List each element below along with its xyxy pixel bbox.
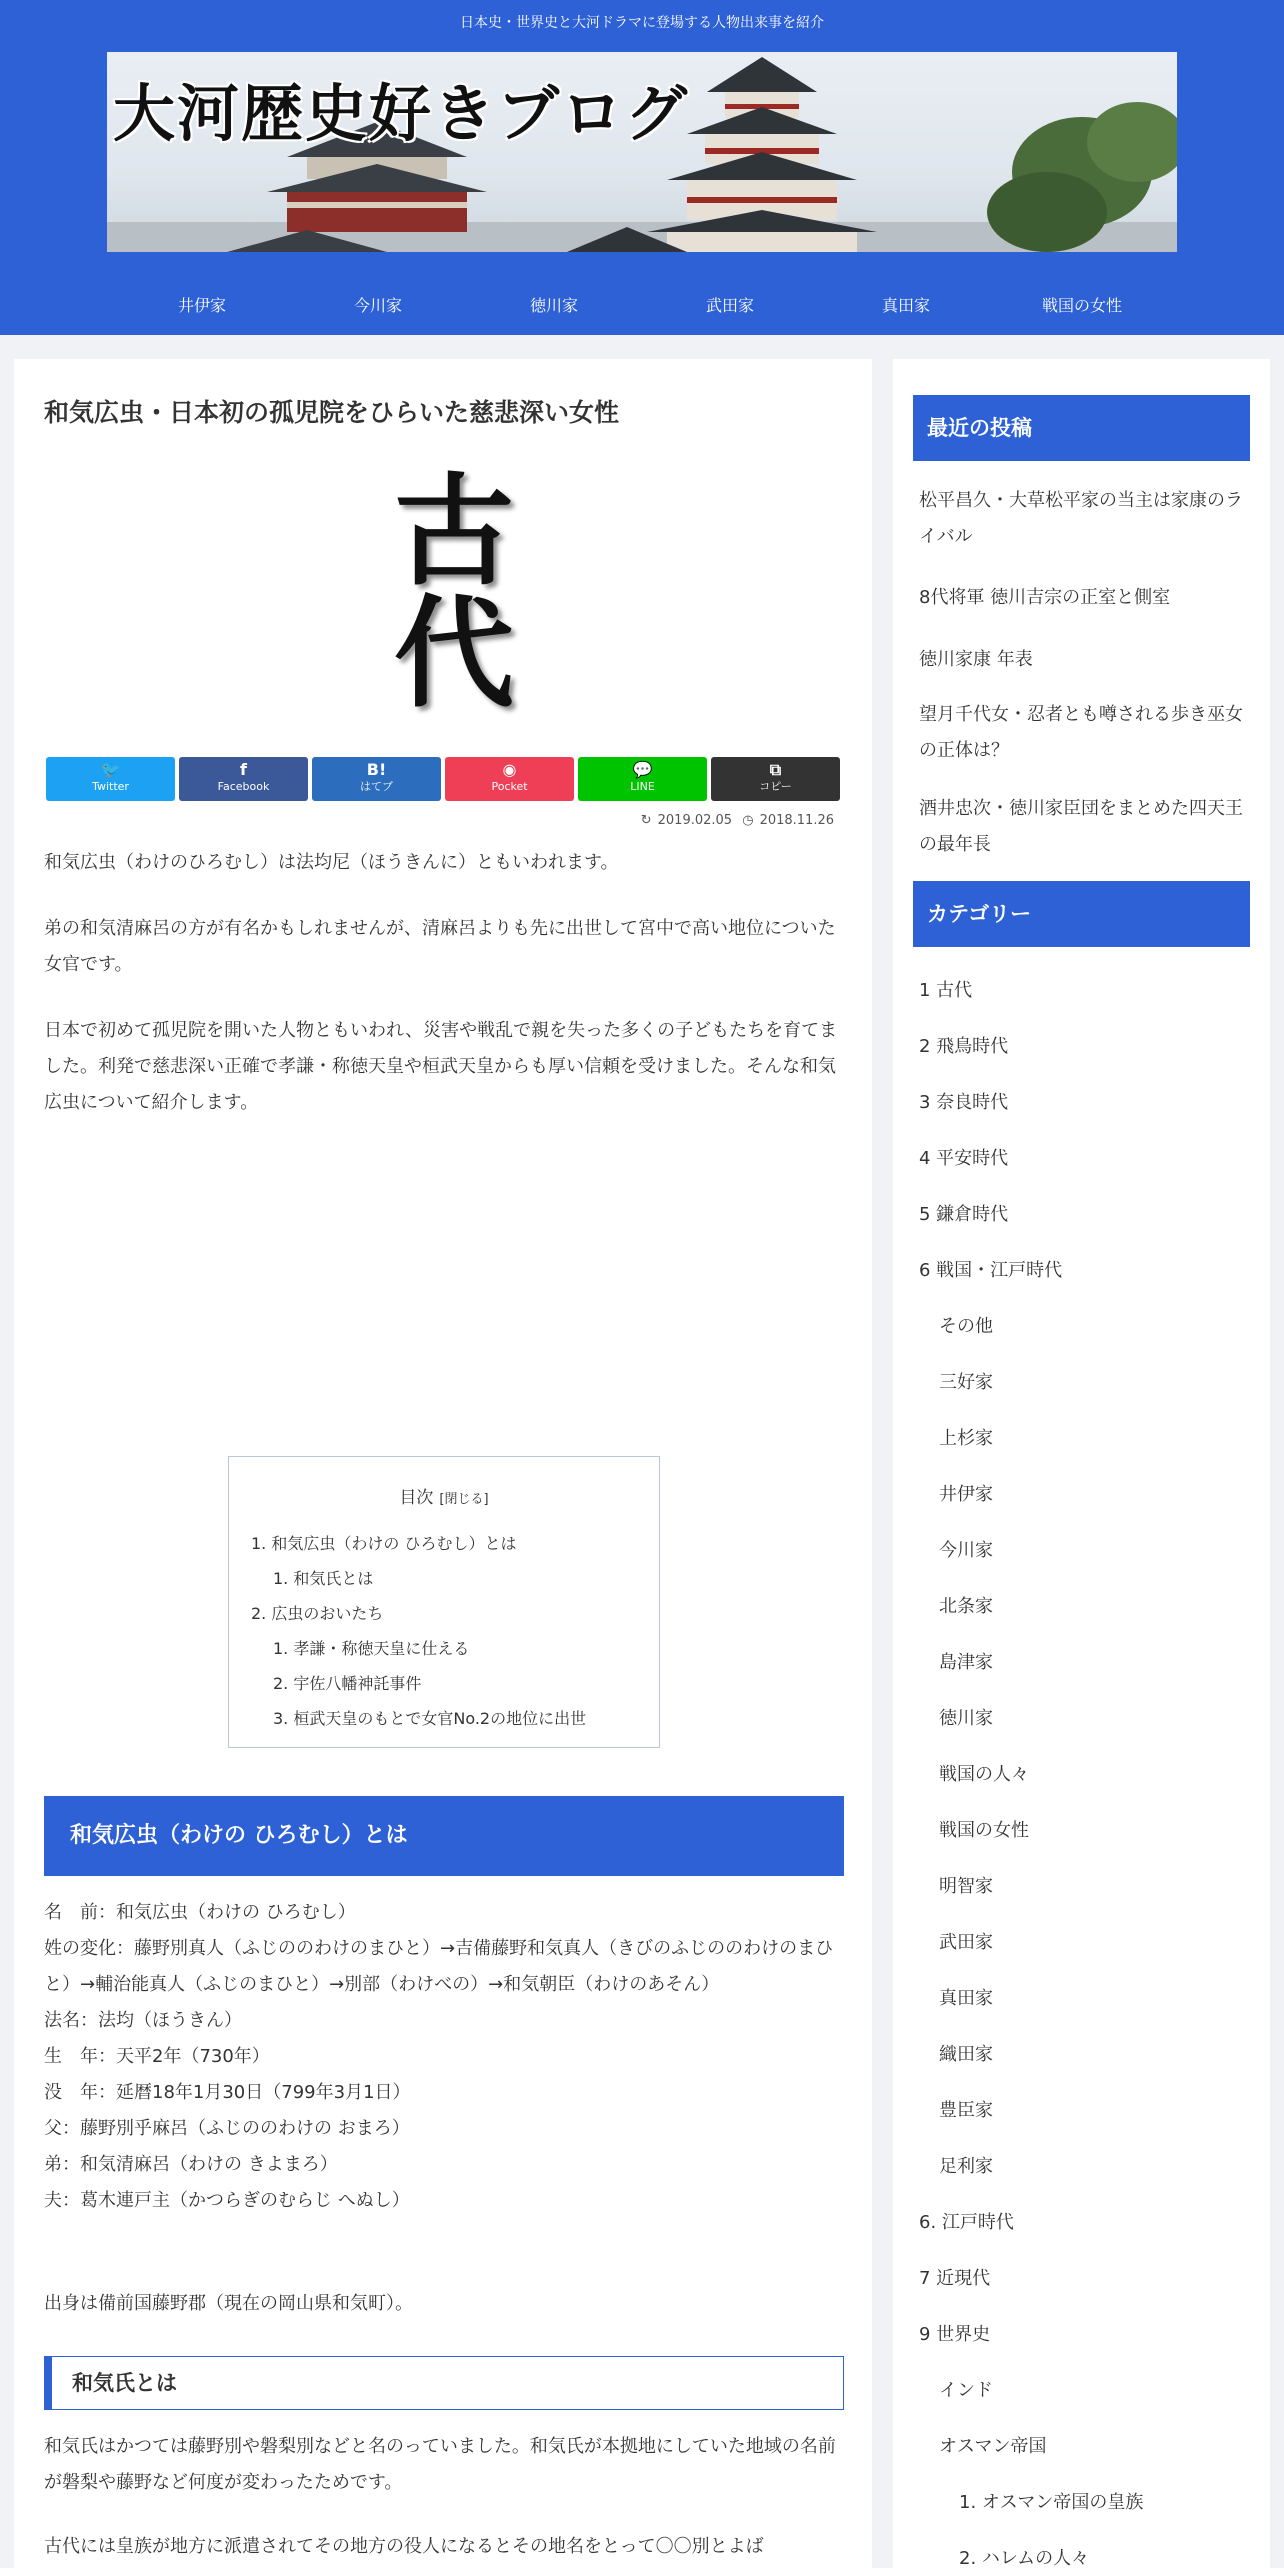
share-copy-button[interactable] (711, 757, 840, 801)
article-title: 和気広虫・日本初の孤児院をひらいた慈悲深い女性 (44, 398, 620, 427)
nav-item-imagawa[interactable]: 今川家 (353, 296, 402, 315)
recent-post-link[interactable]: 徳川家康 年表 (919, 649, 1033, 670)
profile-line: 名 前：和気広虫（わけの ひろむし） (44, 1902, 356, 1923)
toc-item[interactable]: 1. 孝謙・称徳天皇に仕える (273, 1639, 470, 1658)
eyecatch-char-1: 古 (394, 461, 514, 602)
category-link[interactable]: 北条家 (939, 1596, 993, 1617)
category-link[interactable]: 7 近現代 (919, 2268, 991, 2289)
share-pocket-button[interactable] (445, 757, 574, 801)
update-icon: ↻ (640, 813, 652, 828)
category-link[interactable]: オスマン帝国 (939, 2436, 1047, 2457)
share-twitter-button[interactable] (46, 757, 175, 801)
sidebar (893, 359, 1270, 2568)
category-link[interactable]: 4 平安時代 (919, 1148, 1009, 1169)
paragraph-intro-2: 弟の和気清麻呂の方が有名かもしれませんが、清麻呂よりも先に出世して宮中で高い地位についた女官です。 (44, 918, 836, 975)
category-link[interactable]: 6. 江戸時代 (919, 2212, 1014, 2233)
toc-title-text: 目次 (399, 1488, 434, 1508)
main-content (14, 359, 872, 2568)
nav-item-takeda[interactable]: 武田家 (705, 296, 754, 315)
share-buttons (46, 757, 842, 801)
category-link[interactable]: その他 (939, 1316, 993, 1337)
site-header (0, 0, 1284, 335)
category-link[interactable]: 戦国の人々 (939, 1764, 1029, 1785)
category-link[interactable]: 2. ハレムの人々 (959, 2548, 1090, 2568)
category-link[interactable]: インド (939, 2380, 993, 2401)
recent-post-link[interactable]: 酒井忠次・徳川家臣団をまとめた四天王の最年長 (919, 798, 1243, 855)
share-label: Facebook (217, 780, 270, 793)
profile-line: 法名：法均（ほうきん） (44, 2010, 242, 2031)
category-link[interactable]: 島津家 (939, 1652, 993, 1673)
copy-icon: ⧉ (769, 760, 782, 779)
category-link[interactable]: 武田家 (939, 1932, 993, 1953)
category-link[interactable]: 今川家 (939, 1540, 993, 1561)
nav-item-tokugawa[interactable]: 徳川家 (529, 296, 578, 315)
paragraph-intro-1: 和気広虫（わけのひろむし）は法均尼（ほうきんに）ともいわれます。 (44, 852, 619, 873)
subsection-heading: 和気氏とは (44, 2356, 844, 2410)
category-link[interactable]: 豊臣家 (939, 2100, 993, 2121)
clock-icon: ◷ (742, 813, 754, 828)
share-line-button[interactable] (578, 757, 707, 801)
recent-post-link[interactable]: 松平昌久・大草松平家の当主は家康のライバル (919, 490, 1243, 547)
category-link[interactable]: 1 古代 (919, 980, 973, 1001)
share-label: Twitter (92, 780, 129, 793)
category-link[interactable]: 明智家 (939, 1876, 993, 1897)
nav-item-sengoku-women[interactable]: 戦国の女性 (1041, 296, 1122, 315)
paragraph-wake: 和気氏はかつては藤野別や磐梨別などと名のっていました。和気氏が本拠地にしていた地域の名前が磐梨や藤野など何度が変わったためです。 (44, 2436, 836, 2493)
category-link[interactable]: 1. オスマン帝国の皇族 (959, 2492, 1144, 2513)
published-date: 2018.11.26 (759, 813, 834, 828)
profile-line: 生 年：天平2年（730年） (44, 2046, 270, 2067)
category-link[interactable]: 9 世界史 (919, 2324, 991, 2345)
eyecatch-image (384, 461, 524, 731)
table-of-contents (228, 1456, 660, 1748)
share-label: Pocket (491, 780, 528, 793)
post-dates (635, 813, 834, 828)
category-link[interactable]: 徳川家 (939, 1708, 993, 1729)
hatena-icon: B! (366, 760, 387, 779)
nav-item-sanada[interactable]: 真田家 (881, 296, 930, 315)
toc-list (229, 1526, 659, 1736)
category-link[interactable]: 3 奈良時代 (919, 1092, 1009, 1113)
toc-item[interactable]: 2. 広虫のおいたち (251, 1604, 384, 1623)
updated-date: 2019.02.05 (657, 813, 733, 828)
toc-item[interactable]: 1. 和気氏とは (273, 1569, 374, 1588)
toc-item[interactable]: 1. 和気広虫（わけの ひろむし）とは (251, 1534, 517, 1553)
category-link[interactable]: 5 鎌倉時代 (919, 1204, 1009, 1225)
category-link[interactable]: 真田家 (939, 1988, 993, 2009)
category-link[interactable]: 足利家 (939, 2156, 993, 2177)
category-link[interactable]: 6 戦国・江戸時代 (919, 1260, 1063, 1281)
paragraph-origin: 出身は備前国藤野郡（現在の岡山県和気町）。 (44, 2293, 413, 2314)
twitter-icon: 🐦 (100, 760, 121, 779)
pocket-icon: ◉ (502, 760, 517, 779)
category-link[interactable]: 上杉家 (939, 1428, 993, 1449)
toc-title (229, 1483, 659, 1508)
category-link[interactable]: 井伊家 (939, 1484, 993, 1505)
section-heading: 和気広虫（わけの ひろむし）とは (44, 1796, 844, 1876)
category-link[interactable]: 2 飛鳥時代 (919, 1036, 1009, 1057)
profile-line: 弟：和気清麻呂（わけの きよまろ） (44, 2154, 338, 2175)
profile-line: 没 年：延暦18年1月30日（799年3月1日） (44, 2082, 411, 2103)
paragraph-intro-3: 日本で初めて孤児院を開いた人物ともいわれ、災害や戦乱で親を失った多くの子どもたちを育てました。利発で慈悲深い正確で孝謙・称徳天皇や桓武天皇からも厚い信頼を受けました。そんな和気広虫について紹介します。 (44, 1020, 838, 1113)
line-icon: 💬 (632, 760, 653, 779)
share-facebook-button[interactable] (179, 757, 308, 801)
profile-line: 父：藤野別乎麻呂（ふじののわけの おまろ） (44, 2118, 410, 2139)
share-label: コピー (759, 780, 792, 793)
profile-line: 姓の変化：藤野別真人（ふじののわけのまひと）→吉備藤野和気真人（きびのふじののわけのまひと）→輔治能真人（ふじのまひと）→別部（わけべの）→和気朝臣（わけのあそん） (44, 1938, 834, 1995)
nav-item-ii[interactable]: 井伊家 (177, 296, 226, 315)
recent-posts-title: 最近の投稿 (913, 395, 1250, 461)
category-link[interactable]: 三好家 (939, 1372, 993, 1393)
site-title: 大河歴史好きブログ (113, 77, 690, 150)
recent-post-link[interactable]: 望月千代女・忍者とも噂される歩き巫女の正体は？ (919, 704, 1243, 761)
share-label: はてブ (360, 780, 393, 793)
toc-item[interactable]: 2. 宇佐八幡神託事件 (273, 1674, 422, 1693)
profile-list (44, 1895, 844, 2219)
recent-post-link[interactable]: 8代将軍 徳川吉宗の正室と側室 (919, 587, 1171, 608)
category-link[interactable]: 織田家 (939, 2044, 993, 2065)
share-label: LINE (630, 780, 655, 793)
eyecatch-char-2: 代 (394, 583, 514, 724)
profile-line: 夫：葛木連戸主（かつらぎのむらじ へぬし） (44, 2190, 410, 2211)
header-banner[interactable] (107, 52, 1177, 252)
paragraph-last: 古代には皇族が地方に派遣されてその地方の役人になるとその地名をとって〇〇別とよば (44, 2536, 764, 2557)
categories-title: カテゴリー (913, 881, 1250, 947)
toc-toggle[interactable]: [閉じる] (439, 1492, 489, 1507)
global-nav (0, 280, 1284, 332)
toc-item[interactable]: 3. 桓武天皇のもとで女官No.2の地位に出世 (273, 1709, 587, 1728)
share-hatena-button[interactable] (312, 757, 441, 801)
site-tagline: 日本史・世界史と大河ドラマに登場する人物出来事を紹介 (460, 15, 824, 31)
facebook-icon: f (240, 760, 247, 779)
category-link[interactable]: 戦国の女性 (939, 1820, 1029, 1841)
